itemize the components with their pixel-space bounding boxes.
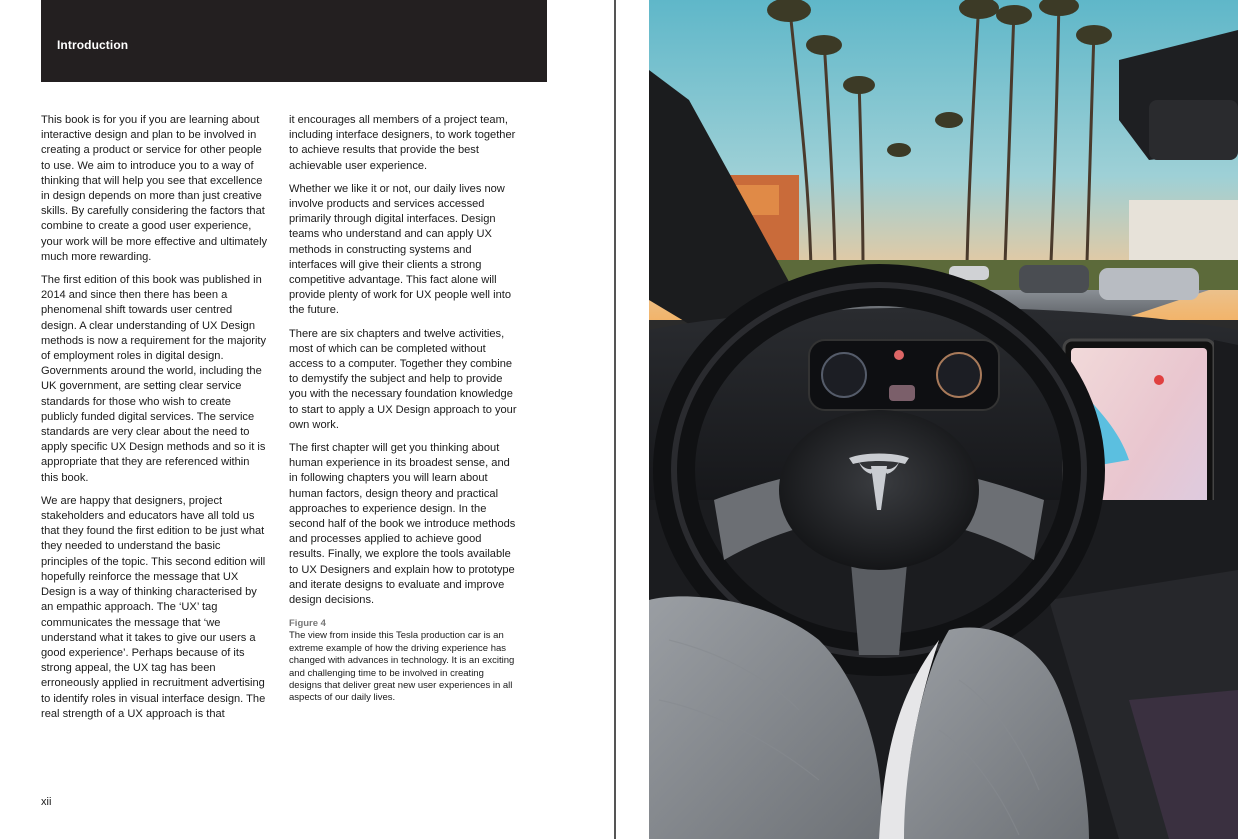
paragraph: The first edition of this book was published in 2014 and since then there has been a phenomenal shift towards user centred design. A clear understanding of UX Design methods is now a requirement for the majority of employment roles in digital design. Governments around the world, including the UK government, are setting clear service standards for those who wish to create publicly funded digital services. The service standards are very clear about the need to apply specific UX Design methods and so it is appropriate that they are referenced within this book. bbox=[41, 274, 267, 484]
text-column-2 bbox=[289, 113, 517, 705]
paragraph: This book is for you if you are learning about interactive design and plan to be involved in creating a product or service for other people to use. We aim to introduce you to a way of thinking that will help you see that excellence in design depends on more than just creative skills. By carefully considering the factors that combine to create a good user experience, your work will be more effective and ultimately much more rewarding. bbox=[41, 114, 268, 263]
chapter-header-bar bbox=[41, 0, 547, 82]
figure-caption bbox=[289, 618, 517, 704]
figure-caption-text: The view from inside this Tesla production car is an extreme example of how the driving experience has changed with advances in technology. It is an exciting and challenging time to be involved in creating designs that deliver great new user experiences in all aspects of our daily lives. bbox=[289, 630, 515, 704]
paragraph: There are six chapters and twelve activities, most of which can be completed without access to a computer. Together they combine to demystify the subject and help to provide you with the necessary foundation knowledge to start to apply a UX Design approach to your own work. bbox=[289, 327, 517, 431]
paragraph: The first chapter will get you thinking about human experience in its broadest sense, and in following chapters you will learn about human factors, design theory and practical approaches to experience design. In the second half of the book we introduce methods and processes applied to achieve good results. Finally, we explore the tools available to UX Designers and explain how to prototype and iterate designs to evaluate and improve design decisions. bbox=[289, 442, 516, 607]
photo-illustration bbox=[649, 0, 1238, 839]
paragraph: We are happy that designers, project stakeholders and educators have all told us that they found the first edition to be just what they needed to understand the basic principles of the topic. This second edition will hopefully reinforce the message that UX Design is a way of thinking characterised by an empathic approach. The ‘UX’ tag communicates the message that ‘we understand what it takes to give our users a good experience’. Perhaps because of its strong appeal, the UX tag has been erroneously applied in recruitment advertising to identify roles in visual interface design. The real strength of a UX approach is that bbox=[41, 494, 266, 720]
paragraph: Whether we like it or not, our daily lives now involve products and services accessed primarily through digital interfaces. Design teams who understand and can apply UX methods in constructing systems and interfaces will give their clients a strong competitive advantage. This fact alone will provide plenty of work for UX people well into the future. bbox=[289, 182, 511, 317]
book-gutter bbox=[614, 0, 649, 839]
page-number: xii bbox=[41, 796, 52, 808]
car-interior-photo bbox=[649, 0, 1238, 839]
spine-line bbox=[614, 0, 616, 839]
figure-label: Figure 4 bbox=[289, 618, 326, 630]
left-page bbox=[0, 0, 614, 839]
text-column-1 bbox=[41, 113, 269, 730]
paragraph: it encourages all members of a project team, including interface designers, to work together to achieve results that provide the best achievable user experience. bbox=[289, 114, 516, 172]
chapter-title: Introduction bbox=[57, 38, 129, 52]
